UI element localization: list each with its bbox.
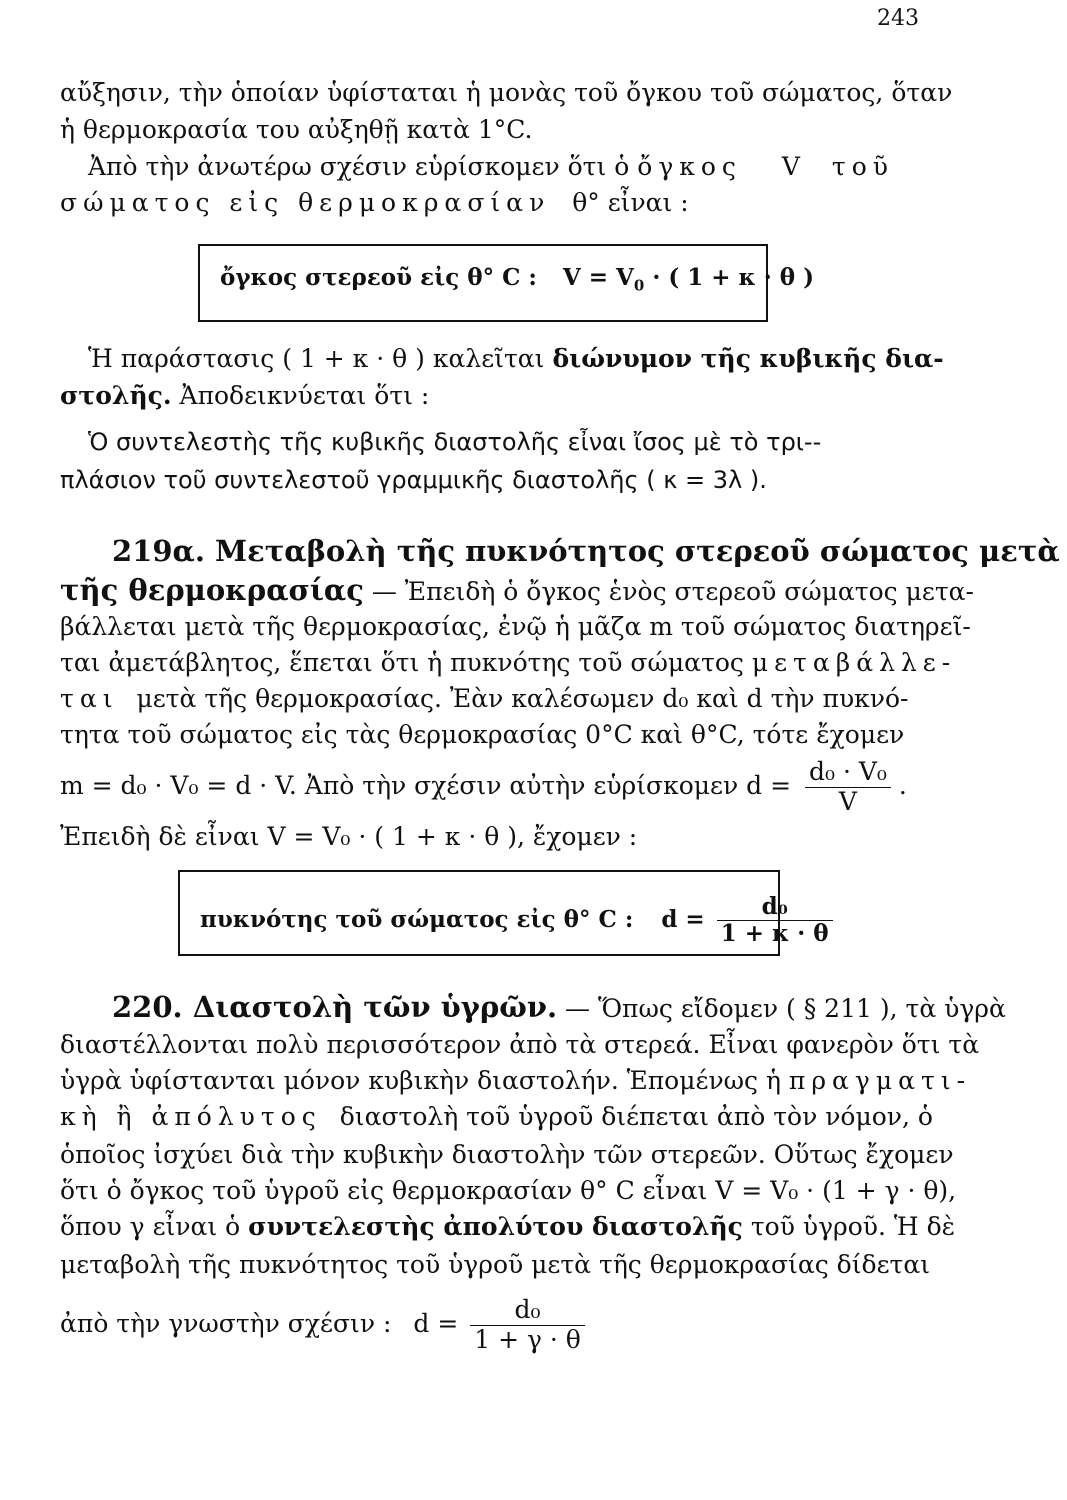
sec220-line-3a: ὑγρὰ ὑφίστανται μόνον κυβικὴν διαστολήν. Ἑπομένως ἡ [60,1066,781,1095]
sec220-line-8: μεταβολὴ τῆς πυκνότητος τοῦ ὑγροῦ μετὰ τῆς θερμοκρασίας δίδεται [60,1250,931,1279]
sec220-line-6: ὅτι ὁ ὄγκος τοῦ ὑγροῦ εἰς θερμοκρασίαν θ° C εἶναι V = V₀ · (1 + γ · θ), [60,1176,957,1205]
para2-line-2 [60,381,429,410]
volume-formula-label: ὄγκος στερεοῦ εἰς θ° C : [220,264,537,291]
intro-line-4 [60,188,689,217]
sec219-line-5b: μετὰ τῆς θερμοκρασίας. Ἐὰν καλέσωμεν d₀ καὶ d τὴν πυκνό- [136,684,909,713]
sec219-spaced-metavallete: μεταβάλλε- [751,648,957,677]
intro-line-4b: θ° εἶναι : [572,188,689,217]
density-formula-lhs: d = [661,905,705,933]
para2-line-1a: Ἡ παράστασις ( 1 + κ · θ ) καλεῖται [88,344,545,373]
sec219-line-7-period: . [898,770,907,800]
page-number: 243 [877,6,919,31]
sec219-line-2-rest: — Ἐπειδὴ ὁ ὄγκος ἑνὸς στερεοῦ σώματος μετα- [371,577,974,606]
sec220-line-4b: διαστολὴ τοῦ ὑγροῦ διέπεται ἀπὸ τὸν νόμον, ὁ [339,1102,933,1131]
intro-spaced-tou: τοῦ [831,152,894,181]
density-fraction [805,758,891,817]
sec220-line-5: ὁποῖος ἰσχύει διὰ τὴν κυβικὴν διαστολὴν τῶν στερεῶν. Οὕτως ἔχομεν [60,1140,954,1169]
sec219-line-7 [60,758,907,817]
sec219-line-2 [60,573,974,607]
intro-spaced-somatos: σώματος εἰς θερμοκρασίαν [60,188,551,217]
sec220-line-3 [60,1066,971,1095]
sec220-line-2: διαστέλλονται πολὺ περισσότερον ἀπὸ τὰ στερεά. Εἶναι φανερὸν ὅτι τὰ [60,1030,980,1059]
volume-formula-sub: 0 [633,276,645,295]
sec220-bold-term: συντελεστὴς ἀπολύτου διαστολῆς [248,1212,743,1241]
liquid-density-fraction [470,1296,585,1355]
sec220-line-7 [60,1212,955,1241]
sec220-spaced-apolytos: κὴ ἢ ἀπόλυτος [60,1102,322,1131]
para2-theorem-line-1: Ὁ συντελεστὴς τῆς κυβικῆς διαστολῆς εἶναι ἴσος μὲ τὸ τρι-- [88,428,822,456]
volume-formula-rest: · ( 1 + κ · θ ) [652,264,814,291]
sec219-line-8: Ἐπειδὴ δὲ εἶναι V = V₀ · ( 1 + κ · θ ), ἔχομεν : [60,822,638,851]
sec219-heading: 219α. Μεταβολὴ τῆς πυκνότητος στερεοῦ σώματος μετὰ [112,534,1060,568]
liquid-density-num: d₀ [470,1296,585,1326]
sec220-line-9a: ἀπὸ τὴν γνωστὴν σχέσιν : [60,1308,392,1338]
sec219-line-3: βάλλεται μετὰ τῆς θερμοκρασίας, ἐνῷ ἡ μᾶζα m τοῦ σώματος διατηρεῖ- [60,612,971,641]
sec219-spaced-tai: ται [60,684,119,713]
sec220-line-9-lhs: d = [413,1308,459,1338]
density-fraction-num: d₀ · V₀ [805,758,891,788]
intro-line-2: ἡ θερμοκρασία του αὐξηθῇ κατὰ 1°C. [60,115,533,144]
density-fraction-den: V [838,786,857,816]
volume-formula-box [198,244,814,322]
para2-bold-term-end: στολῆς. [60,381,172,410]
intro-spaced-onkos: ὄγκος [637,152,742,181]
sec219-line-6: τητα τοῦ σώματος εἰς τὰς θερμοκρασίας 0°C καὶ θ°C, τότε ἔχομεν [60,720,905,749]
para2-line-1 [88,344,944,373]
volume-formula-lhs: V = V [562,264,634,291]
sec219-line-4 [60,648,956,677]
density-formula-box [178,870,829,956]
sec219-line-7-text: m = d₀ · V₀ = d · V. Ἀπὸ τὴν σχέσιν αὐτὴν εὑρίσκομεν d = [60,770,792,800]
intro-line-1: αὔξησιν, τὴν ὁποίαν ὑφίσταται ἡ μονὰς τοῦ ὄγκου τοῦ σώματος, ὅταν [60,78,953,107]
sec220-heading: 220. Διαστολὴ τῶν ὑγρῶν. [112,990,558,1024]
para2-line-2b: Ἀποδεικνύεται ὅτι : [179,381,430,410]
sec220-line-7a: ὅπου γ εἶναι ὁ [60,1212,241,1241]
sec220-line-7c: τοῦ ὑγροῦ. Ἡ δὲ [750,1212,956,1241]
volume-formula [562,264,814,295]
sec220-spaced-pragmati: πραγματι- [788,1066,972,1095]
para2-theorem-line-2: πλάσιον τοῦ συντελεστοῦ γραμμικῆς διαστολῆς ( κ = 3λ ). [60,466,767,494]
density-formula-den: 1 + κ · θ [720,920,829,948]
sec220-line-9 [60,1296,585,1355]
para2-bold-term: διώνυμον τῆς κυβικῆς δια- [552,344,944,373]
intro-line-3a: Ἀπὸ τὴν ἀνωτέρω σχέσιν εὑρίσκομεν ὅτι ὁ [88,152,630,181]
sec219-line-5 [60,684,908,713]
density-formula-fraction [717,894,833,948]
density-formula-label: πυκνότης τοῦ σώματος εἰς θ° C : [200,905,634,933]
intro-var-v: V [781,152,800,181]
sec219-line-4a: ται ἀμετάβλητος, ἕπεται ὅτι ἡ πυκνότης τοῦ σώματος [60,648,744,677]
sec220-line-1 [112,990,1006,1024]
density-formula-num: d₀ [717,894,833,921]
liquid-density-den: 1 + γ · θ [474,1324,581,1354]
intro-line-3 [88,152,894,181]
sec220-line-4 [60,1102,933,1131]
sec219-heading-cont: τῆς θερμοκρασίας [60,573,364,607]
sec220-line-1-rest: — Ὅπως εἴδομεν ( § 211 ), τὰ ὑγρὰ [565,994,1006,1023]
